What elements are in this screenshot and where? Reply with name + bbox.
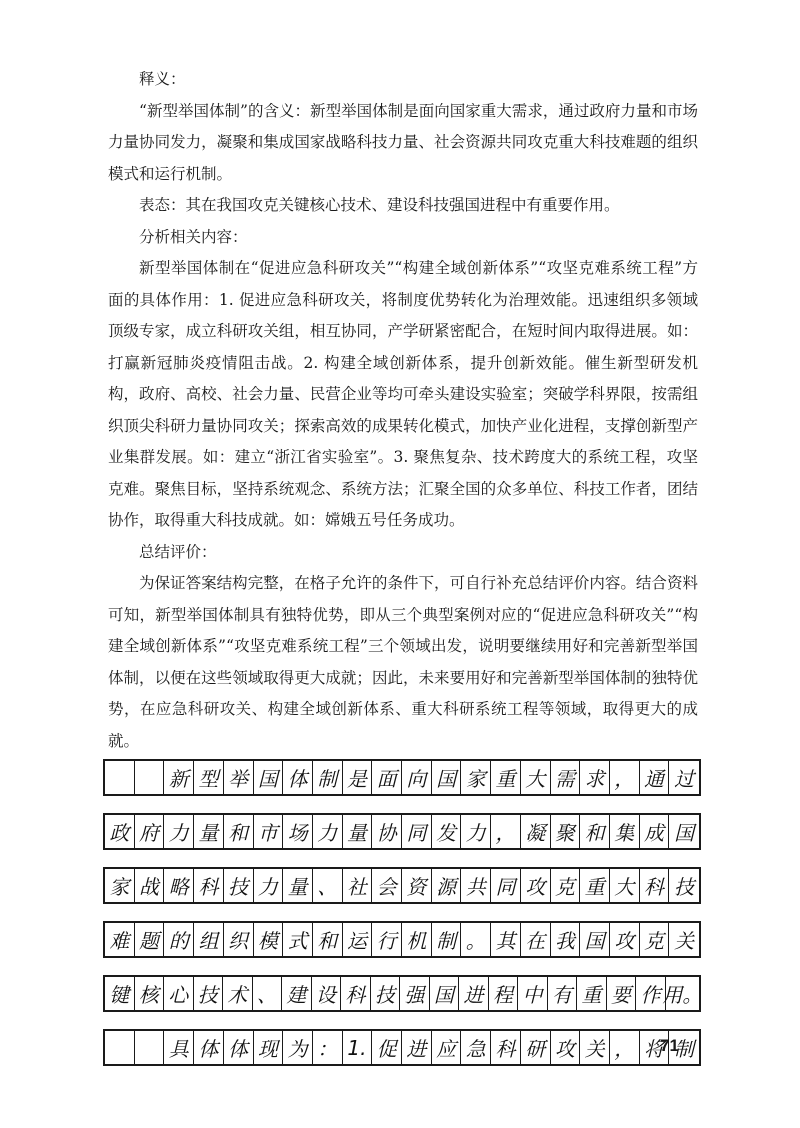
answer-grid-row <box>103 1029 701 1066</box>
answer-grid-cell: 发 <box>432 815 462 848</box>
answer-grid-cell: 模 <box>254 923 284 956</box>
answer-grid-cell: 有 <box>548 977 578 1010</box>
answer-grid-cell: 作 <box>636 977 666 1010</box>
answer-grid-cell: 社 <box>343 869 373 902</box>
answer-grid-cell: 制 <box>432 923 462 956</box>
paragraph-stance: 表态：其在我国攻克关键核心技术、建设科技强国进程中有重要作用。 <box>139 196 620 214</box>
answer-grid-cell: 术 <box>223 977 253 1010</box>
answer-grid-cell: 运 <box>343 923 373 956</box>
answer-grid-cell: 过 <box>674 767 695 791</box>
answer-grid <box>103 759 701 1083</box>
answer-grid-cell: 进 <box>402 1031 432 1064</box>
answer-grid-row <box>103 759 701 796</box>
answer-grid-cell: 在 <box>521 923 551 956</box>
answer-grid-cell: 聚 <box>551 815 581 848</box>
answer-grid-cell <box>105 1031 135 1064</box>
answer-grid-cell: 通 <box>640 761 670 794</box>
answer-grid-cell: 府 <box>135 815 165 848</box>
answer-grid-cell: 键 <box>105 977 135 1010</box>
answer-grid-cell: 会 <box>372 869 402 902</box>
answer-grid-cell: 为 <box>283 1031 313 1064</box>
answer-grid-cell: 应 <box>432 1031 462 1064</box>
answer-grid-cell: 略 <box>164 869 194 902</box>
answer-grid-cell: 资 <box>402 869 432 902</box>
answer-grid-cell: ， <box>610 761 640 794</box>
answer-grid-cell: 量 <box>343 815 373 848</box>
answer-grid-cell: 求 <box>580 761 610 794</box>
answer-grid-cell: 心 <box>164 977 194 1010</box>
answer-grid-cell: 用。 <box>662 983 703 1007</box>
answer-grid-cell: 组 <box>194 923 224 956</box>
answer-grid-cell: 凝 <box>521 815 551 848</box>
answer-grid-cell: 量 <box>194 815 224 848</box>
answer-grid-cell: ， <box>491 815 521 848</box>
answer-grid-cell: 和 <box>580 815 610 848</box>
answer-grid-cell: 强 <box>400 977 430 1010</box>
answer-grid-cell: 集 <box>610 815 640 848</box>
answer-grid-cell: 力 <box>254 869 284 902</box>
answer-grid-cell: 研 <box>521 1031 551 1064</box>
answer-grid-cell: 是 <box>343 761 373 794</box>
answer-grid-cell: 急 <box>461 1031 491 1064</box>
answer-grid-cell: 协 <box>372 815 402 848</box>
answer-grid-cell: 重 <box>580 869 610 902</box>
answer-grid-cell: 其 <box>491 923 521 956</box>
page-number: 71 <box>660 1036 679 1055</box>
answer-grid-cell: 克 <box>551 869 581 902</box>
answer-grid-cell: 技 <box>371 977 401 1010</box>
answer-grid-cell: 国 <box>674 821 695 845</box>
answer-grid-cell: 程 <box>489 977 519 1010</box>
answer-grid-cell: 科 <box>341 977 371 1010</box>
answer-grid-cell: 的 <box>164 923 194 956</box>
answer-grid-cell: 科 <box>640 869 670 902</box>
answer-grid-cell: 科 <box>491 1031 521 1064</box>
answer-grid-cell: 设 <box>312 977 342 1010</box>
answer-grid-cell: 力 <box>164 815 194 848</box>
answer-grid-cell: 力 <box>461 815 491 848</box>
answer-grid-cell: 型 <box>194 761 224 794</box>
answer-grid-cell: 家 <box>461 761 491 794</box>
answer-grid-cell: 建 <box>282 977 312 1010</box>
answer-grid-cell: 将 <box>640 1031 670 1064</box>
heading-explanation: 释义： <box>139 70 186 88</box>
answer-grid-cell: 核 <box>135 977 165 1010</box>
answer-grid-cell: 织 <box>224 923 254 956</box>
answer-grid-cell <box>135 1031 165 1064</box>
answer-grid-cell: 家 <box>105 869 135 902</box>
answer-grid-cell: 政 <box>105 815 135 848</box>
answer-grid-cell: 、 <box>313 869 343 902</box>
answer-grid-cell: 体 <box>194 1031 224 1064</box>
answer-grid-cell: 式 <box>283 923 313 956</box>
heading-analysis: 分析相关内容： <box>139 227 248 246</box>
answer-grid-cell: 我 <box>551 923 581 956</box>
answer-grid-cell: 面 <box>372 761 402 794</box>
answer-grid-cell: 克 <box>640 923 670 956</box>
answer-grid-cell: 体 <box>283 761 313 794</box>
answer-grid-cell: 举 <box>224 761 254 794</box>
answer-grid-cell: 关 <box>674 929 695 953</box>
answer-grid-cell: 进 <box>459 977 489 1010</box>
answer-grid-cell: ： <box>313 1031 343 1064</box>
answer-grid-cell: 同 <box>402 815 432 848</box>
answer-grid-cell: 促 <box>372 1031 402 1064</box>
answer-grid-cell: 技 <box>194 977 224 1010</box>
answer-grid-cell: 大 <box>610 869 640 902</box>
answer-grid-cell: 战 <box>135 869 165 902</box>
answer-grid-cell: 国 <box>432 761 462 794</box>
answer-grid-cell: 国 <box>254 761 284 794</box>
answer-grid-cell: 现 <box>254 1031 284 1064</box>
heading-summary: 总结评价： <box>139 542 217 561</box>
answer-grid-cell: 和 <box>224 815 254 848</box>
answer-grid-cell: ， <box>610 1031 640 1064</box>
answer-grid-cell: 共 <box>461 869 491 902</box>
answer-grid-cell: 力 <box>313 815 343 848</box>
answer-grid-cell: 机 <box>402 923 432 956</box>
answer-grid-cell: 难 <box>105 923 135 956</box>
answer-grid-row <box>103 921 701 958</box>
answer-grid-cell: 新 <box>164 761 194 794</box>
answer-grid-cell: 需 <box>551 761 581 794</box>
answer-grid-row <box>103 867 701 904</box>
answer-grid-cell: 攻 <box>610 923 640 956</box>
answer-grid-cell: 制 <box>674 1037 695 1061</box>
answer-grid-cell: 国 <box>430 977 460 1010</box>
answer-grid-cell: 科 <box>194 869 224 902</box>
answer-grid-cell: 大 <box>521 761 551 794</box>
answer-grid-row <box>103 975 701 1012</box>
answer-grid-cell: 具 <box>164 1031 194 1064</box>
paragraph-definition: “新型举国体制”的含义：新型举国体制是面向国家重大需求，通过政府力量和市场力量协同发力，凝聚和集成国家战略科技力量、社会资源共同攻克重大科技难题的组织模式和运行机制。 <box>108 101 698 183</box>
answer-grid-cell: 市 <box>254 815 284 848</box>
answer-grid-cell: 场 <box>283 815 313 848</box>
answer-grid-cell: 制 <box>313 761 343 794</box>
answer-grid-cell: 技 <box>224 869 254 902</box>
answer-grid-cell: 1. <box>343 1031 373 1064</box>
answer-grid-cell: 向 <box>402 761 432 794</box>
answer-grid-row <box>103 813 701 850</box>
answer-grid-cell: 同 <box>491 869 521 902</box>
answer-grid-cell: 源 <box>432 869 462 902</box>
answer-grid-cell: 量 <box>283 869 313 902</box>
answer-grid-cell: 和 <box>313 923 343 956</box>
answer-grid-cell <box>105 761 135 794</box>
answer-grid-cell: 成 <box>640 815 670 848</box>
answer-grid-cell: 中 <box>518 977 548 1010</box>
answer-grid-cell: 要 <box>607 977 637 1010</box>
paragraph-analysis: 新型举国体制在“促进应急科研攻关”“构建全域创新体系”“攻坚克难系统工程”方面的具体作用：1. 促进应急科研攻关，将制度优势转化为治理效能。迅速组织多领域顶级专家，成立科研攻关组，相互协同，产学研紧密配合，在短时间内取得进展。如：打赢新冠肺炎疫情阻击战。2. 构建全域创新体系，提升创新效能。催生新型研发机构，政府、高校、社会力量、民营企业等均可牵头建设实验室；突破学科界限，按需组织顶尖科研力量协同攻关；探索高效的成果转化模式，加快产业化进程，支撑创新型产业集群发展。如：建立“浙江省实验室”。3. 聚焦复杂、技术跨度大的系统工程，攻坚克难。聚焦目标，坚持系统观念、系统方法；汇聚全国的众多单位、科技工作者，团结协作，取得重大科技成就。如：嫦娥五号任务成功。 <box>108 259 699 529</box>
answer-grid-cell: 行 <box>372 923 402 956</box>
answer-grid-cell: 、 <box>253 977 283 1010</box>
answer-grid-cell: 重 <box>577 977 607 1010</box>
answer-grid-cell: 重 <box>491 761 521 794</box>
answer-grid-cell: 攻 <box>521 869 551 902</box>
answer-grid-cell <box>135 761 165 794</box>
answer-grid-cell: 。 <box>461 923 491 956</box>
text-block <box>108 64 698 757</box>
answer-grid-cell: 体 <box>224 1031 254 1064</box>
answer-grid-cell: 攻 <box>551 1031 581 1064</box>
answer-grid-cell: 国 <box>580 923 610 956</box>
answer-grid-cell: 题 <box>135 923 165 956</box>
answer-grid-cell: 技 <box>674 875 695 899</box>
paragraph-summary: 为保证答案结构完整，在格子允许的条件下，可自行补充总结评价内容。结合资料可知，新型举国体制具有独特优势，即从三个典型案例对应的“促进应急科研攻关”“构建全域创新体系”“攻坚克难系统工程”三个领域出发，说明要继续用好和完善新型举国体制，以便在这些领域取得更大成就；因此，未来要用好和完善新型举国体制的独特优势，在应急科研攻关、构建全域创新体系、重大科研系统工程等领域，取得更大的成就。 <box>108 574 698 750</box>
answer-grid-cell: 关 <box>580 1031 610 1064</box>
